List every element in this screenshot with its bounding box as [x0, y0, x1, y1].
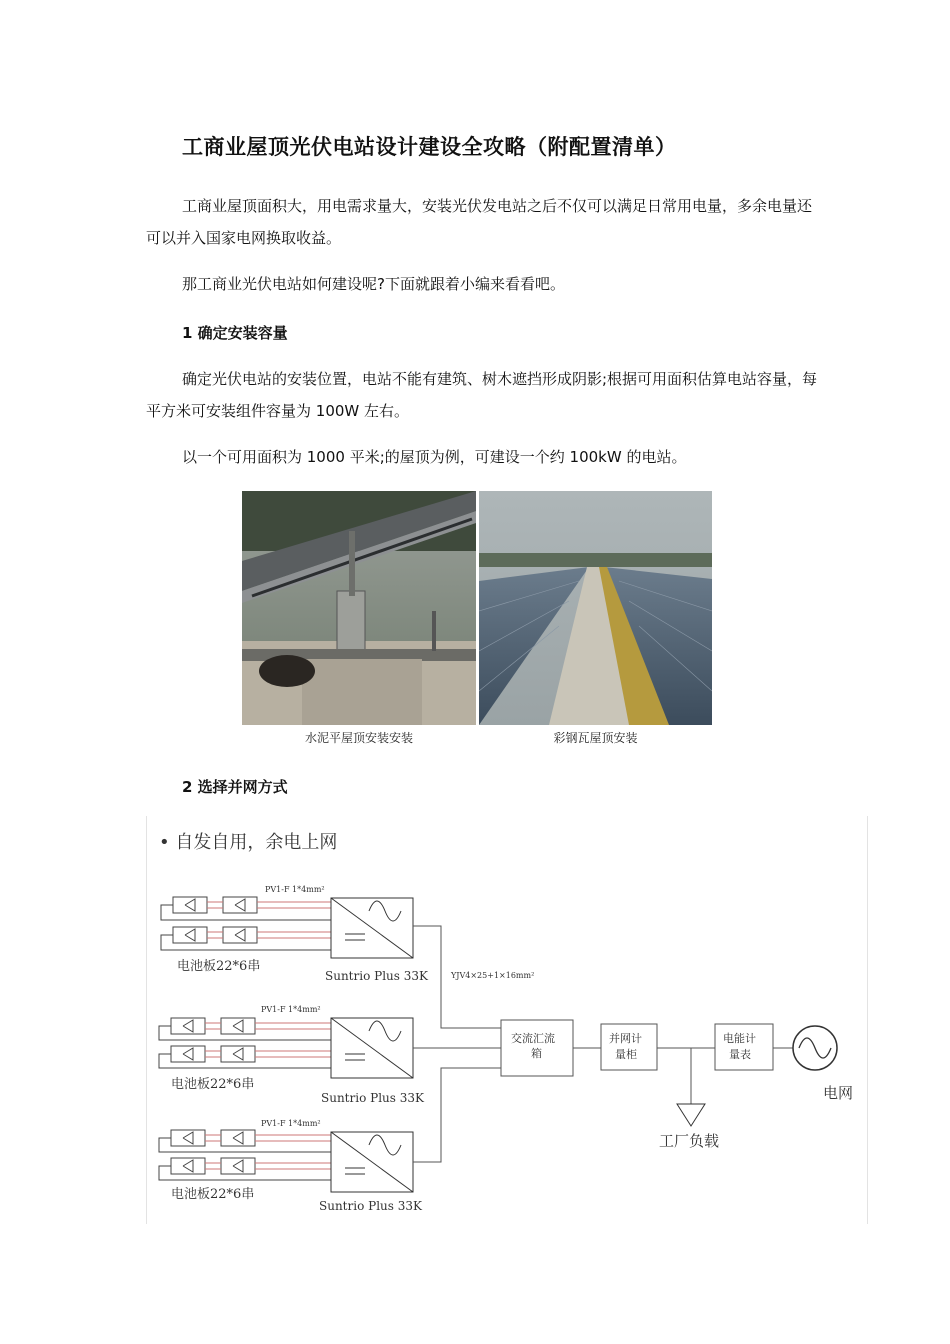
paragraph-question-text: 那工商业光伏电站如何建设呢?下面就跟着小编来看看吧。	[182, 275, 565, 293]
cable-label-1: PV1-F 1*4mm²	[265, 885, 325, 894]
section-heading-grid: 2 选择并网方式	[182, 778, 288, 796]
grid-connection-diagram	[146, 816, 868, 1224]
steel-roof-photo	[479, 491, 712, 725]
ac-combiner-line-1: 交流汇流	[511, 1032, 555, 1045]
cement-roof-photo	[242, 491, 476, 725]
grid-cabinet-line-2: 量柜	[615, 1048, 637, 1061]
paragraph-question	[146, 268, 826, 300]
photo-caption-cement: 水泥平屋顶安装安装	[304, 731, 413, 745]
grid-label: 电网	[823, 1084, 854, 1102]
photo-caption-steel: 彩钢瓦屋顶安装	[553, 731, 638, 745]
inverter-label-1: Suntrio Plus 33K	[325, 969, 428, 983]
panel-label-2: 电池板22*6串	[171, 1077, 255, 1092]
paragraph-intro-text: 工商业屋顶面积大，用电需求量大，安装光伏发电站之后不仅可以满足日常用电量，多余电量还可以并入国家电网换取收益。	[146, 197, 813, 247]
energy-meter-line-1: 电能计	[723, 1032, 756, 1045]
cable-label-2: PV1-F 1*4mm²	[261, 1005, 321, 1014]
paragraph-example	[146, 441, 826, 473]
ac-cable-label: YJV4×25+1×16mm²	[451, 971, 535, 980]
pv-group-1	[161, 885, 429, 983]
paragraph-example-text: 以一个可用面积为 1000 平米;的屋顶为例，可建设一个约 100kW 的电站。	[182, 448, 687, 466]
pv-group-3	[159, 1119, 423, 1213]
factory-load-label: 工厂负载	[659, 1132, 720, 1150]
diagram-heading: • 自发自用，余电上网	[159, 832, 338, 853]
inverter-label-3: Suntrio Plus 33K	[319, 1199, 422, 1213]
installation-photos	[242, 491, 712, 755]
inverter-label-2: Suntrio Plus 33K	[321, 1091, 424, 1105]
panel-label-1: 电池板22*6串	[177, 959, 261, 974]
cable-label-3: PV1-F 1*4mm²	[261, 1119, 321, 1128]
document-title: 工商业屋顶光伏电站设计建设全攻略（附配置清单）	[182, 135, 677, 159]
paragraph-capacity-text: 确定光伏电站的安装位置，电站不能有建筑、树木遮挡形成阴影;根据可用面积估算电站容量，每平方米可安装组件容量为 100W 左右。	[146, 370, 818, 420]
grid-cabinet-line-1: 并网计	[609, 1032, 642, 1045]
ac-combiner-line-2: 箱	[531, 1047, 542, 1060]
paragraph-capacity	[146, 363, 826, 427]
diagram-canvas	[147, 816, 867, 1224]
load-ground-icon	[677, 1104, 705, 1126]
energy-meter-line-2: 量表	[729, 1048, 751, 1061]
panel-label-3: 电池板22*6串	[171, 1187, 255, 1202]
pv-group-2	[159, 1005, 425, 1105]
paragraph-intro	[146, 190, 826, 254]
section-heading-capacity: 1 确定安装容量	[182, 324, 288, 342]
